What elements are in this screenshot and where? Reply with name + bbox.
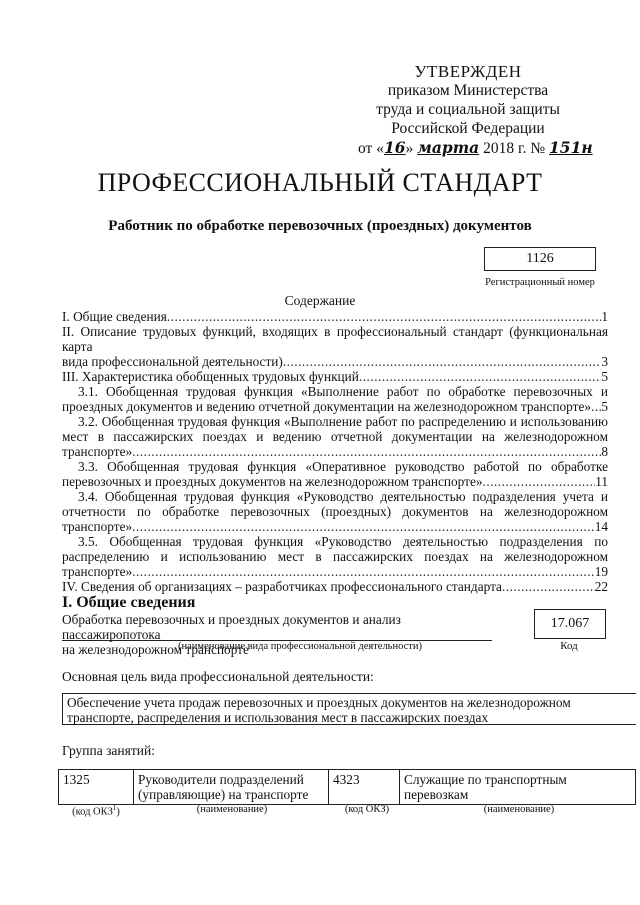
okz-name-label-1: (наименование) (196, 804, 268, 815)
okz-name-label-2: (наименование) (483, 804, 555, 815)
toc-entry-3-4-text-c: транспорте» (62, 519, 133, 534)
occupation-group-label: Группа занятий: (62, 743, 155, 758)
toc-entry-iii[interactable] (62, 369, 608, 384)
toc-entry-i-page: 1 (601, 309, 608, 324)
activity-kind-line-2: на железнодорожном транспорте (62, 642, 249, 657)
handwritten-month: марта (417, 138, 480, 157)
toc-entry-3-2-text-b: мест в пассажирских поездах и ведению отчетной документации на железнодорожном (62, 429, 608, 444)
toc-entry-3-3-text-b: перевозочных и проездных документов на железнодорожном транспорте» (62, 474, 483, 489)
approval-line-2: труда и социальной защиты (376, 101, 560, 118)
okz-code-cell-2: 4323 (329, 770, 400, 805)
okz-code-label-1-end: ) (116, 806, 120, 818)
date-mid: » (405, 140, 418, 157)
goal-line-2: транспорте, распределения и использования мест в пассажирских поездах (67, 710, 489, 725)
toc-entry-ii-page: 3 (601, 354, 608, 369)
toc-entry-ii-text-b: вида профессиональной деятельности) (62, 354, 283, 369)
document-title: ПРОФЕССИОНАЛЬНЫЙ СТАНДАРТ (97, 168, 543, 197)
toc-title: Содержание (284, 293, 356, 308)
toc-leader-dots (283, 354, 602, 369)
handwritten-day: 16 (383, 138, 406, 157)
toc-entry-iii-page: 5 (601, 369, 608, 384)
okz-code-label-1-text: (код ОКЗ (72, 806, 113, 818)
occupation-group-table (58, 769, 636, 805)
toc-entry-3-2-text-c: транспорте» (62, 444, 133, 459)
toc-entry-3-5-page: 19 (594, 564, 608, 579)
okz-name-1-line-a: Руководители подразделений (138, 772, 304, 787)
toc-entry-3-5[interactable] (62, 534, 608, 579)
toc-entry-3-4-text-b: отчетности по обработке перевозочных (проездных) документов на железнодорожном (62, 504, 608, 519)
goal-label: Основная цель вида профессиональной деятельности: (62, 669, 374, 684)
toc-entry-i-text: I. Общие сведения (62, 309, 167, 324)
toc-leader-dots (132, 444, 601, 459)
okz-name-cell-2 (400, 770, 636, 805)
section-heading: I. Общие сведения (62, 594, 196, 611)
toc-leader-dots (483, 474, 596, 489)
toc-leader-dots (591, 399, 601, 414)
toc-entry-3-4[interactable] (62, 489, 608, 534)
toc-entry-iv[interactable] (62, 579, 608, 594)
approval-block (358, 62, 593, 158)
toc-entry-3-2[interactable] (62, 414, 608, 459)
toc-leader-dots (132, 564, 595, 579)
registration-number-label: Регистрационный номер (485, 277, 595, 288)
handwritten-order-number: 151н (549, 138, 593, 157)
date-year: 2018 г. № (479, 140, 549, 157)
toc-entry-3-1-page: 5 (601, 399, 608, 414)
okz-name-2-line-a: Служащие по транспортным (404, 772, 567, 787)
goal-box (62, 693, 636, 725)
activity-kind-line-1: Обработка перевозочных и проездных документов и анализ пассажиропотока (62, 612, 401, 642)
approval-line-3: Российской Федерации (391, 120, 545, 137)
toc-entry-3-1-text-a: 3.1. Обобщенная трудовая функция «Выполнение работ по обработке перевозочных и (78, 384, 608, 399)
toc-entry-ii[interactable] (62, 324, 608, 369)
activity-kind-label: (наименование вида профессиональной деятельности) (178, 641, 422, 652)
toc-entry-3-3-text-a: 3.3. Обобщенная трудовая функция «Оперативное руководство работой по обработке (78, 459, 608, 474)
toc-entry-3-4-page: 14 (594, 519, 608, 534)
approval-title: УТВЕРЖДЕН (414, 62, 522, 81)
table-of-contents (62, 309, 608, 594)
toc-leader-dots (167, 309, 601, 324)
toc-entry-3-2-text-a: 3.2. Обобщенная трудовая функция «Выполнение работ по распределению и использованию (78, 414, 608, 429)
okz-code-label-2: (код ОКЗ) (344, 804, 390, 815)
activity-code-label: Код (560, 640, 578, 652)
toc-leader-dots (502, 579, 595, 594)
toc-entry-i[interactable] (62, 309, 608, 324)
footnote-marker: 1 (112, 804, 117, 812)
registration-number-box: 1126 (484, 247, 596, 271)
okz-name-1-line-b: (управляющие) на транспорте (138, 787, 309, 802)
toc-entry-3-5-text-c: транспорте» (62, 564, 133, 579)
document-subtitle: Работник по обработке перевозочных (проездных) документов (108, 218, 532, 234)
toc-entry-3-1[interactable] (62, 384, 608, 414)
approval-line-1: приказом Министерства (387, 82, 549, 99)
toc-entry-ii-text-a: II. Описание трудовых функций, входящих в профессиональный стандарт (функциональная карта (62, 324, 608, 354)
toc-entry-3-5-text-b: распределению и использованию мест в пассажирских поездах на железнодорожном (62, 549, 608, 564)
activity-code-box: 17.067 (534, 609, 606, 639)
okz-code-cell-1: 1325 (59, 770, 134, 805)
toc-entry-iv-page: 22 (594, 579, 608, 594)
date-prefix: от « (358, 140, 384, 157)
approval-date-line (358, 138, 593, 158)
toc-leader-dots (359, 369, 601, 384)
toc-entry-3-4-text-a: 3.4. Обобщенная трудовая функция «Руководство деятельностью подразделения учета и (78, 489, 608, 504)
toc-entry-3-2-page: 8 (601, 444, 608, 459)
okz-code-label-1 (58, 804, 134, 818)
toc-entry-3-1-text-b: проездных документов и ведению отчетной документации на железнодорожном транспорте» (62, 399, 592, 414)
toc-entry-3-3[interactable] (62, 459, 608, 489)
toc-entry-iv-text: IV. Сведения об организациях – разработчиках профессионального стандарта (62, 579, 502, 594)
goal-line-1: Обеспечение учета продаж перевозочных и проездных документов на железнодорожном (67, 695, 571, 710)
toc-entry-3-3-page: 11 (595, 474, 608, 489)
toc-entry-iii-text: III. Характеристика обобщенных трудовых функций (62, 369, 359, 384)
toc-entry-3-5-text-a: 3.5. Обобщенная трудовая функция «Руководство деятельностью подразделения по (78, 534, 608, 549)
okz-name-cell-1 (134, 770, 329, 805)
toc-leader-dots (132, 519, 595, 534)
okz-name-2-line-b: перевозкам (404, 787, 469, 802)
table-row (59, 770, 636, 805)
